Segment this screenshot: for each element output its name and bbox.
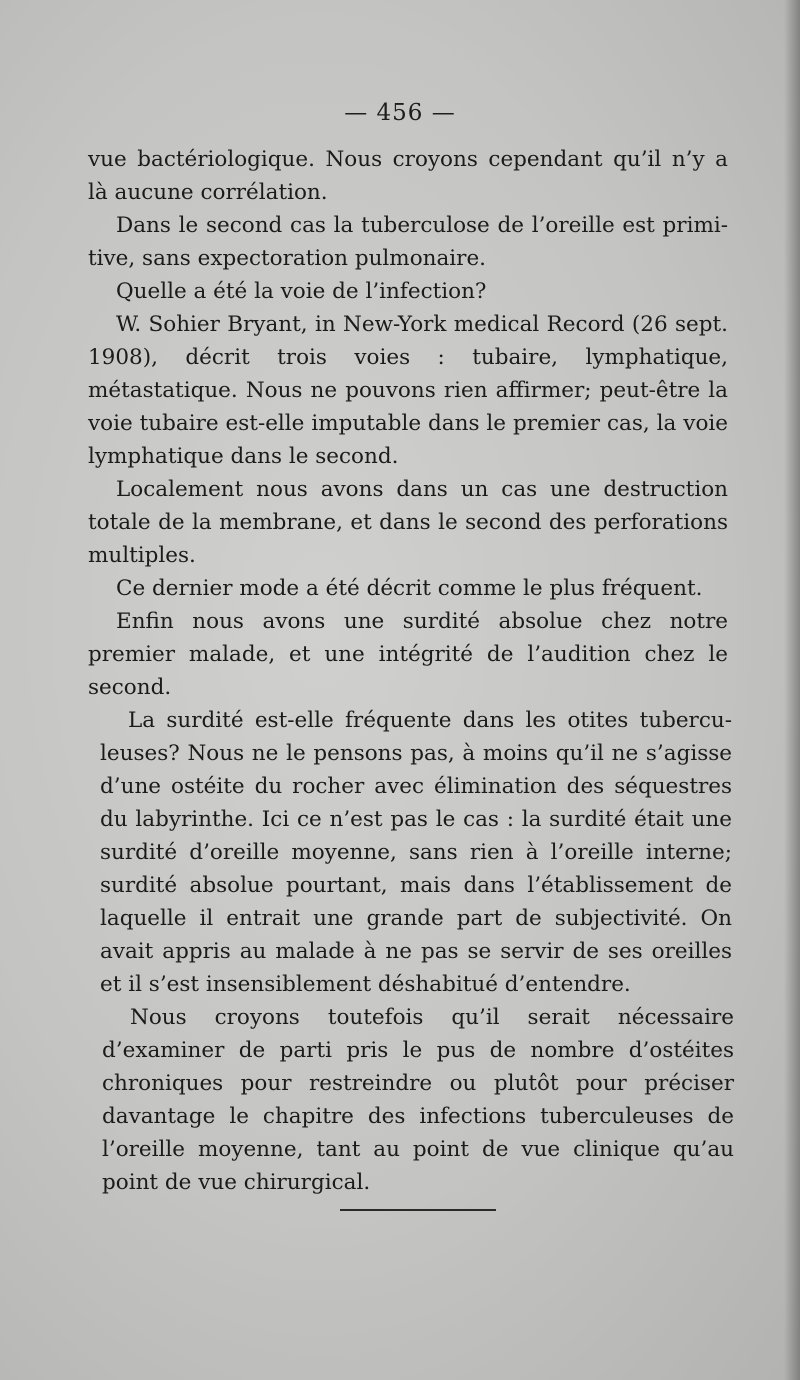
end-rule bbox=[340, 1209, 496, 1211]
paragraph: Nous croyons toutefois qu’il serait nécessaire d’examiner de parti pris le pus de nombre d’ostéites chroniques pour restreindre ou plutôt pour préciser davantage le chapitre des infections tuberculeuses de l’oreille moyenne, tant au point de vue clinique qu’au point de vue chirurgical. bbox=[102, 1005, 734, 1195]
paragraph: Dans le second cas la tuberculose de l’oreille est primitive, sans expectoration pulmonaire. bbox=[88, 213, 728, 271]
paragraph: Quelle a été la voie de l’infection? bbox=[116, 279, 487, 304]
paragraph: W. Sohier Bryant, in New-York medical Record (26 sept. 1908), décrit trois voies : tubaire, lymphatique, métastatique. Nous ne pouvons rien affirmer; peut-être la voie tubaire est-elle imputable dans le premier cas, la voie lymphatique dans le second. bbox=[88, 312, 728, 469]
paragraph: Ce dernier mode a été décrit comme le plus fréquent. bbox=[116, 576, 703, 601]
paragraph: Localement nous avons dans un cas une destruction totale de la membrane, et dans le second des perforations multiples. bbox=[88, 477, 728, 568]
page-number: — 456 — bbox=[344, 100, 456, 126]
paragraph: vue bactériologique. Nous croyons cependant qu’il n’y a là aucune corrélation. bbox=[88, 147, 728, 205]
body-text bbox=[88, 143, 734, 1199]
page-edge-shadow bbox=[784, 0, 800, 1380]
paragraph: Enfin nous avons une surdité absolue chez notre premier malade, et une intégrité de l’audition chez le second. bbox=[88, 609, 728, 700]
paragraph: La surdité est-elle fréquente dans les otites tuberculeuses? Nous ne le pensons pas, à moins qu’il ne s’agisse d’une ostéite du rocher avec élimination des séquestres du labyrinthe. Ici ce n’est pas le cas : la surdité était une surdité d’oreille moyenne, sans rien à l’oreille interne; surdité absolue pourtant, mais dans l’établissement de laquelle il entrait une grande part de subjectivité. On avait appris au malade à ne pas se servir de ses oreilles et il s’est insensiblement déshabitué d’entendre. bbox=[100, 708, 732, 997]
